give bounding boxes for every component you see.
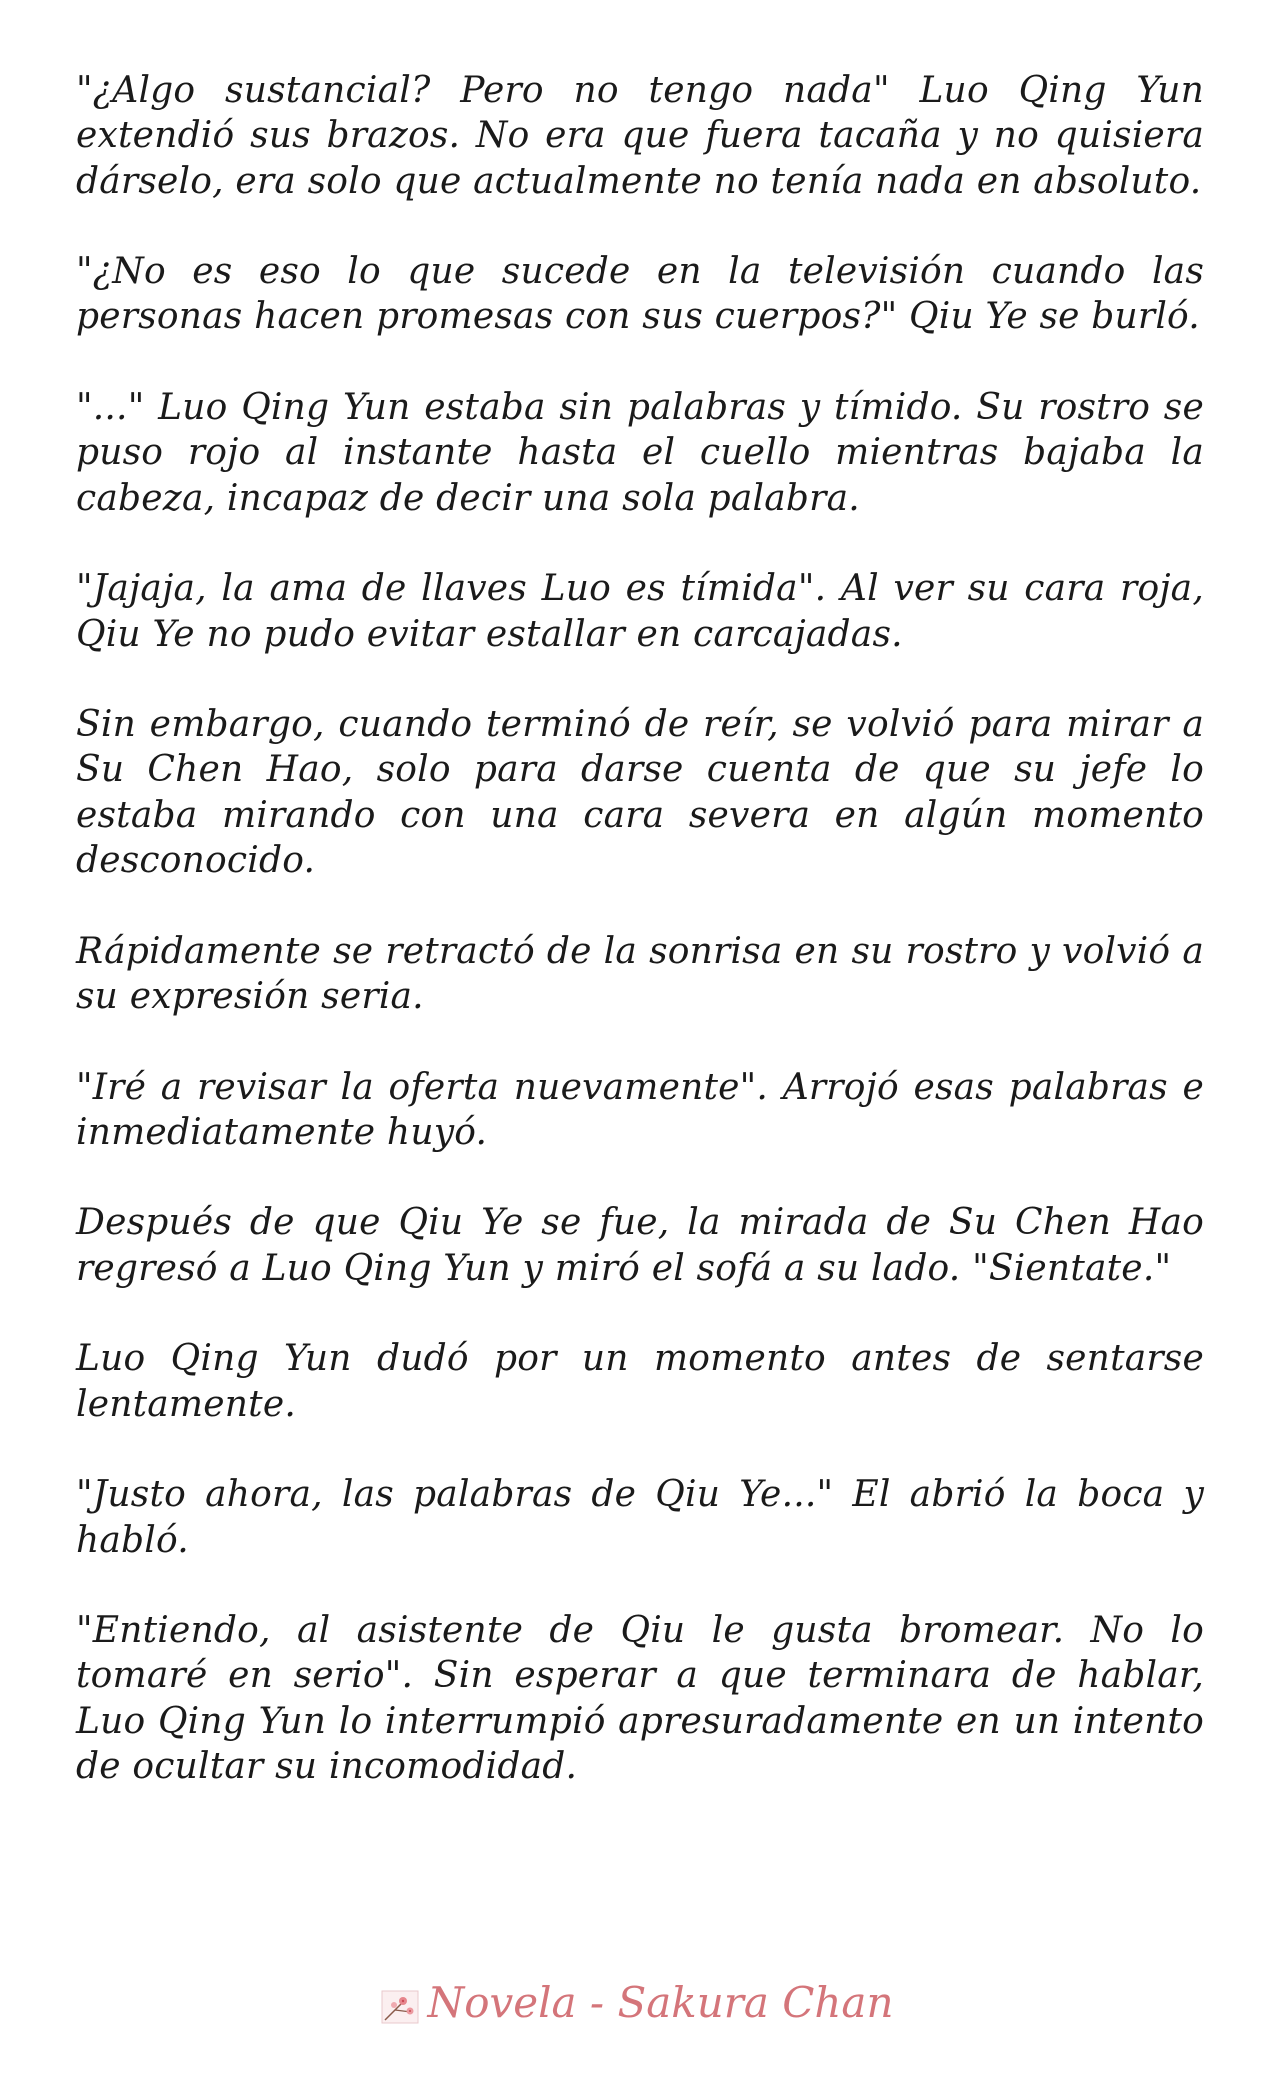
footer-watermark bbox=[0, 1978, 1275, 2027]
paragraph: "Entiendo, al asistente de Qiu le gusta bromear. No lo tomaré en serio". Sin esperar a que terminara de hablar, Luo Qing Yun lo interrumpió apresuradamente en un intento de ocultar su incomodidad. bbox=[76, 1610, 1204, 1787]
paragraph: Luo Qing Yun dudó por un momento antes de sentarse lentamente. bbox=[76, 1338, 1204, 1425]
footer-text: Novela - Sakura Chan bbox=[427, 1978, 894, 2027]
paragraph: "¿Algo sustancial? Pero no tengo nada" Luo Qing Yun extendió sus brazos. No era que fuera tacaña y no quisiera dárselo, era solo que actualmente no tenía nada en absoluto. bbox=[76, 70, 1204, 202]
paragraph: "..." Luo Qing Yun estaba sin palabras y tímido. Su rostro se puso rojo al instante hasta el cuello mientras bajaba la cabeza, incapaz de decir una sola palabra. bbox=[76, 387, 1204, 519]
document-body bbox=[76, 68, 1204, 1835]
paragraph: "¿No es eso lo que sucede en la televisión cuando las personas hacen promesas con sus cuerpos?" Qiu Ye se burló. bbox=[76, 251, 1204, 338]
paragraph: "Jajaja, la ama de llaves Luo es tímida". Al ver su cara roja, Qiu Ye no pudo evitar estallar en carcajadas. bbox=[76, 568, 1204, 655]
paragraph: "Iré a revisar la oferta nuevamente". Arrojó esas palabras e inmediatamente huyó. bbox=[76, 1066, 1204, 1153]
paragraph: "Justo ahora, las palabras de Qiu Ye..." El abrió la boca y habló. bbox=[76, 1474, 1204, 1561]
sakura-flower-icon bbox=[381, 1985, 419, 2019]
paragraph: Rápidamente se retractó de la sonrisa en su rostro y volvió a su expresión seria. bbox=[76, 930, 1204, 1017]
paragraph: Sin embargo, cuando terminó de reír, se volvió para mirar a Su Chen Hao, solo para darse cuenta de que su jefe lo estaba mirando con una cara severa en algún momento desconocido. bbox=[76, 704, 1204, 882]
paragraph: Después de que Qiu Ye se fue, la mirada de Su Chen Hao regresó a Luo Qing Yun y miró el sofá a su lado. "Sientate." bbox=[76, 1202, 1204, 1289]
